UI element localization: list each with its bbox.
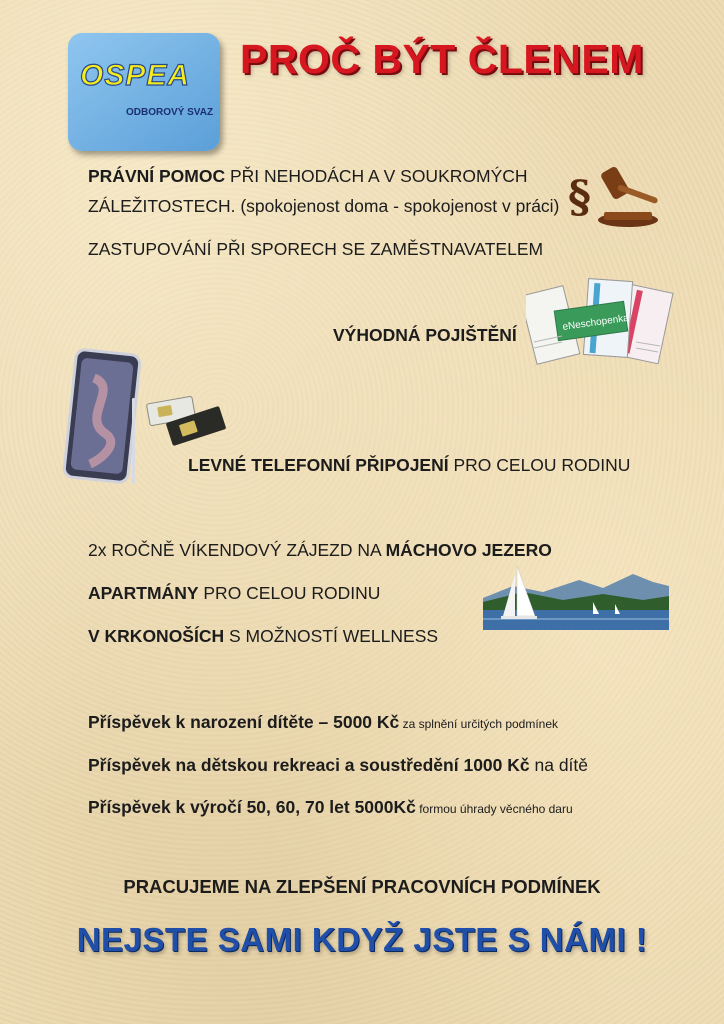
- legal-help-bold: PRÁVNÍ POMOC: [88, 166, 226, 186]
- contribution-recreation-bold: Příspěvek na dětskou rekreaci a soustředění 1000 Kč: [88, 755, 530, 775]
- phone-bold: LEVNÉ TELEFONNÍ PŘIPOJENÍ: [188, 455, 449, 475]
- trip-macha-prefix: 2x ROČNĚ VÍKENDOVÝ ZÁJEZD NA: [88, 540, 386, 560]
- slogan: NEJSTE SAMI KDYŽ JSTE S NÁMI !: [76, 921, 648, 958]
- contribution-recreation: [88, 755, 588, 776]
- trip-apartments-bold: APARTMÁNY: [88, 583, 199, 603]
- trip-macha-lake: [88, 540, 552, 561]
- judge-gavel-icon: [566, 160, 666, 232]
- insurance-bold: VÝHODNÁ POJIŠTĚNÍ: [333, 325, 517, 345]
- phone-rest: PRO CELOU RODINU: [448, 455, 631, 475]
- page-title: PROČ BÝT ČLENEM: [240, 36, 644, 82]
- ospea-logo: [68, 33, 220, 151]
- contribution-birth-bold: Příspěvek k narození dítěte – 5000 Kč: [88, 712, 400, 732]
- phone-text: [188, 455, 630, 476]
- contribution-anniversary-bold: Příspěvek k výročí 50, 60, 70 let 5000Kč: [88, 797, 416, 817]
- logo-text: OSPEA: [80, 59, 191, 92]
- contribution-anniversary: [88, 797, 573, 818]
- contribution-anniversary-note: formou úhrady věcného daru: [415, 802, 573, 816]
- trip-krkonose-rest: S MOŽNOSTÍ WELLNESS: [224, 626, 439, 646]
- trip-krkonose: [88, 626, 438, 647]
- contribution-birth-note: za splnění určitých podmínek: [399, 717, 559, 731]
- contribution-recreation-rest: na dítě: [529, 755, 589, 775]
- logo-subtext: ODBOROVÝ SVAZ: [126, 107, 214, 118]
- legal-help-note: (spokojenost doma - spokojenost v práci): [235, 196, 560, 216]
- contribution-birth: [88, 712, 558, 733]
- representation-text: ZASTUPOVÁNÍ PŘI SPORECH SE ZAMĚSTNAVATELEM: [88, 239, 544, 259]
- working-conditions-text: PRACUJEME NA ZLEPŠENÍ PRACOVNÍCH PODMÍNEK: [123, 876, 601, 897]
- sailboat-lake-icon: [483, 560, 669, 630]
- legal-help-line1: [88, 166, 528, 187]
- eneschopenka-label: eNeschopenka: [561, 312, 630, 333]
- legal-help-rest: PŘI NEHODÁCH A V SOUKROMÝCH: [225, 166, 528, 186]
- trip-apartments: [88, 583, 380, 604]
- trip-apartments-rest: PRO CELOU RODINU: [198, 583, 381, 603]
- trip-krkonose-bold: V KRKONOŠÍCH: [88, 626, 225, 646]
- legal-help-line2: [88, 196, 559, 217]
- insurance-forms-icon: [526, 276, 678, 372]
- svg-text:§: §: [568, 172, 592, 223]
- insurance-text: [333, 325, 517, 346]
- legal-help-line2-text: ZÁLEŽITOSTECH.: [88, 196, 236, 216]
- trip-macha-bold: MÁCHOVO JEZERO: [385, 540, 552, 560]
